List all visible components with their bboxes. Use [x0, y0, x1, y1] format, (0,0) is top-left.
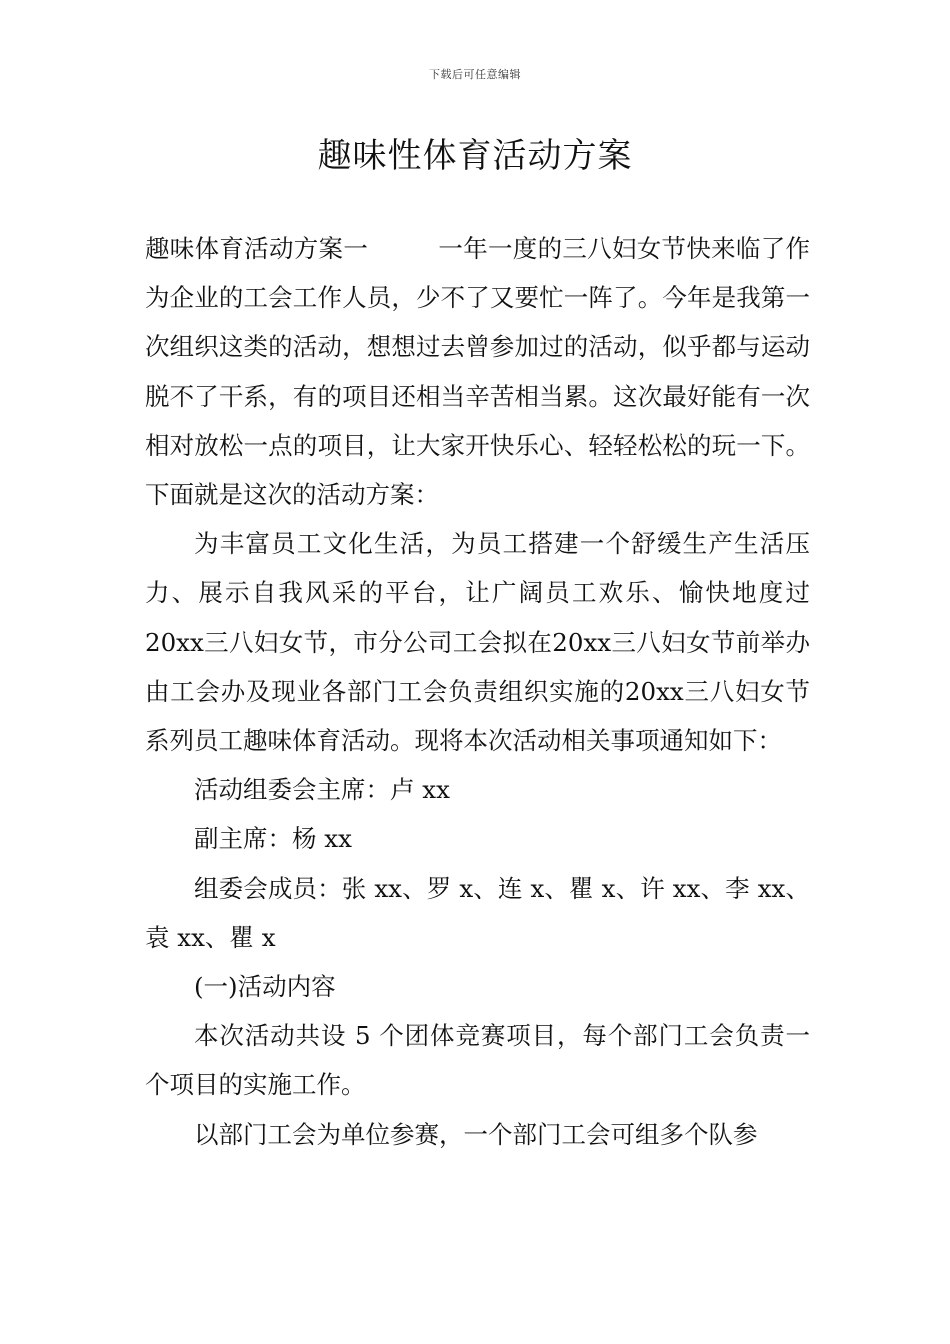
document-body	[145, 224, 810, 1159]
header-note: 下载后可任意编辑	[429, 68, 521, 81]
purpose-paragraph: 为丰富员工文化生活，为员工搭建一个舒缓生产生活压力、展示自我风采的平台，让广阔员工欢乐、愉快地度过20xx三八妇女节，市分公司工会拟在20xx三八妇女节前举办由工会办及现业各部门工会负责组织实施的20xx三八妇女节系列员工趣味体育活动。现将本次活动相关事项通知如下：	[145, 529, 810, 756]
section-paragraph-continued: 以部门工会为单位参赛，一个部门工会可组多个队参	[194, 1119, 758, 1149]
document-title: 趣味性体育活动方案	[317, 136, 633, 176]
intro-label: 趣味体育活动方案一	[145, 234, 369, 263]
section-paragraph: 本次活动共设 5 个团体竞赛项目，每个部门工会负责一个项目的实施工作。	[145, 1021, 810, 1100]
chairman-line: 活动组委会主席：卢 xx	[194, 775, 450, 805]
vice-chairman-line: 副主席：杨 xx	[194, 824, 352, 854]
members-paragraph: 组委会成员：张 xx、罗 x、连 x、瞿 x、许 xx、李 xx、袁 xx、瞿 x	[145, 873, 810, 952]
section-heading: (一)活动内容	[194, 972, 336, 1002]
intro-text: 一年一度的三八妇女节快来临了作为企业的工会工作人员，少不了又要忙一阵了。今年是我第一次组织这类的活动，想想过去曾参加过的活动，似乎都与运动脱不了干系，有的项目还相当辛苦相当累。这次最好能有一次相对放松一点的项目，让大家开快乐心、轻轻松松的玩一下。下面就是这次的活动方案：	[145, 234, 810, 510]
intro-paragraph	[145, 224, 810, 519]
